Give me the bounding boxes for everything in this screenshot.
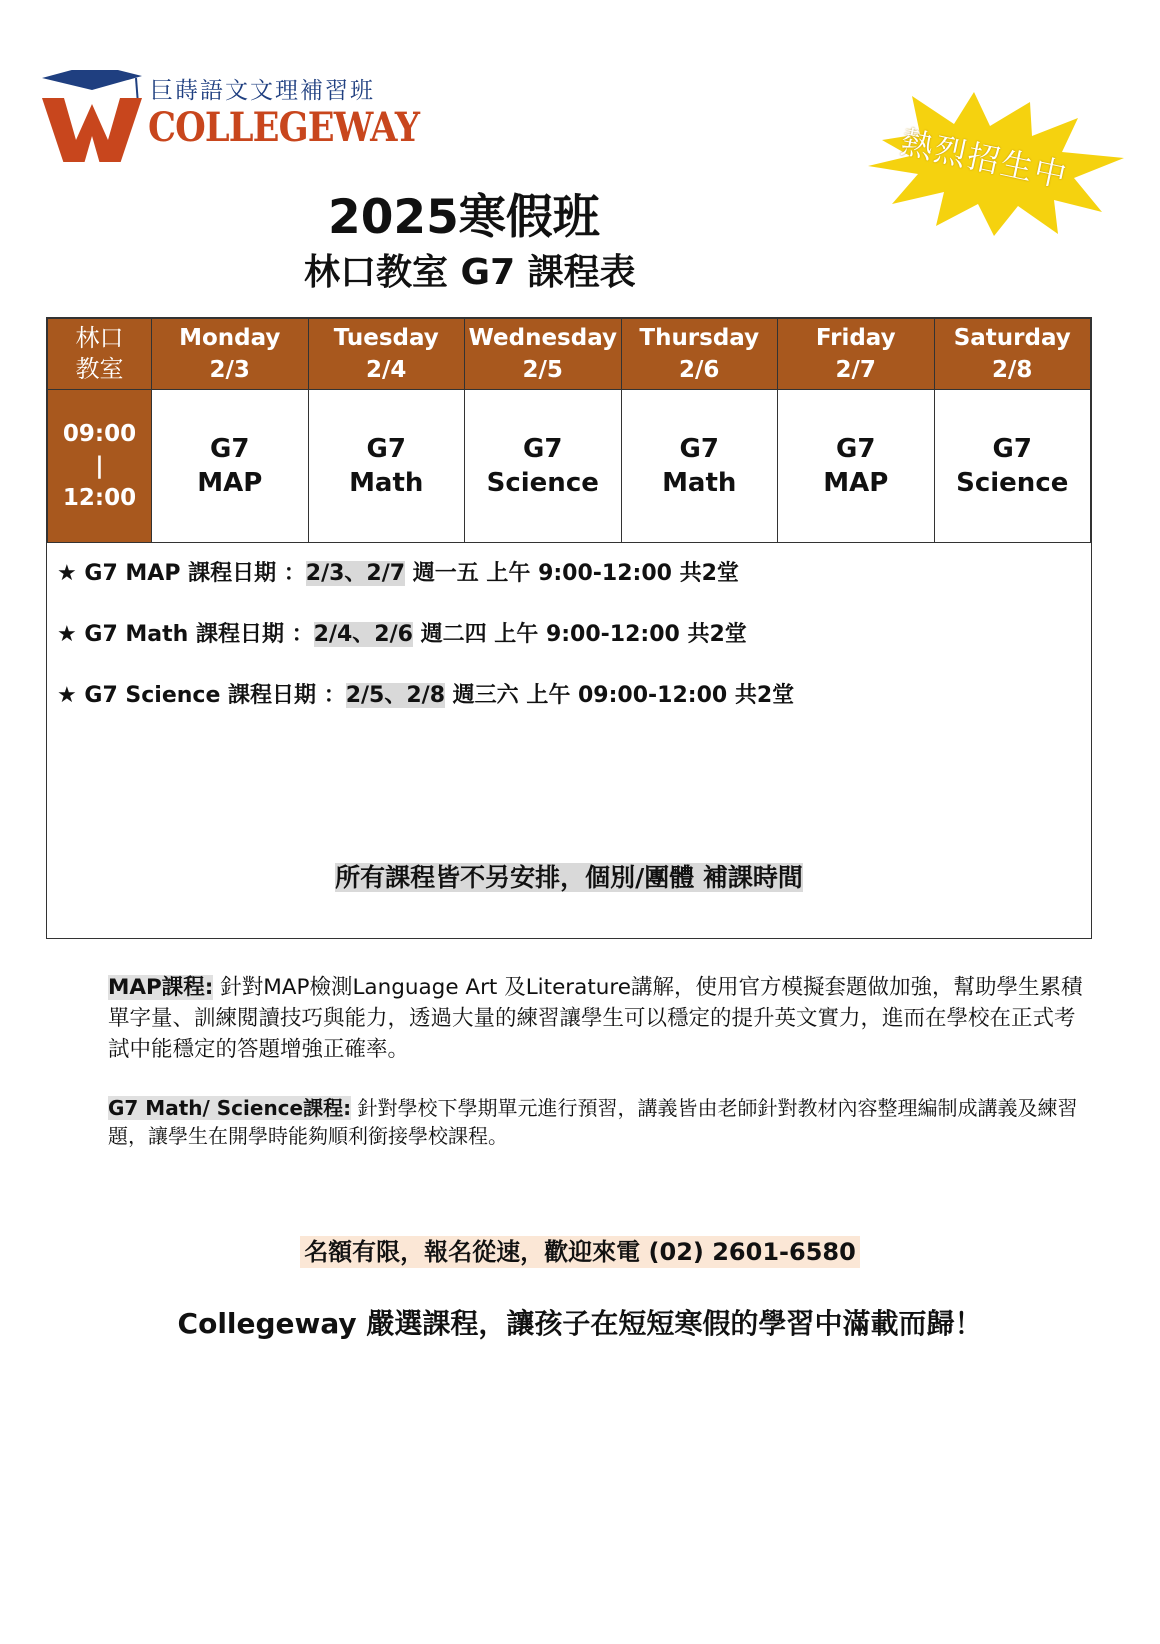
enrollment-badge-text: 熱烈招生中	[897, 122, 1072, 196]
day-date: 2/4	[366, 357, 407, 383]
class-subject: MAP	[197, 468, 263, 498]
course-date-note	[57, 678, 794, 739]
time-slot	[48, 390, 152, 543]
schedule-table	[47, 318, 1091, 543]
no-makeup-notice	[47, 858, 1091, 894]
cta-text: 名額有限，報名從速，歡迎來電 (02) 2601-6580	[300, 1236, 860, 1268]
room-label-text: 林口 教室	[75, 324, 124, 383]
schedule-header-row	[48, 319, 1091, 390]
class-grade: G7	[210, 434, 250, 464]
note-prefix: ★ G7 MAP 課程日期 ：	[57, 561, 306, 586]
day-date: 2/8	[992, 357, 1033, 383]
time-separator: |	[95, 453, 104, 479]
day-header	[308, 319, 465, 390]
day-date: 2/3	[209, 357, 250, 383]
course-date-note	[57, 617, 794, 678]
class-subject: Math	[662, 468, 737, 498]
day-date: 2/7	[835, 357, 876, 383]
class-cell	[934, 390, 1091, 543]
description-text: 針對學校下學期單元進行預習，講義皆由老師針對教材內容整理編制成講義及練習題，讓學生在開學時能夠順利銜接學校課程。	[108, 1096, 1078, 1148]
map-course-description	[108, 972, 1088, 1065]
logo-chinese-name: 巨蒔語文文理補習班	[150, 78, 375, 104]
class-grade: G7	[679, 434, 719, 464]
class-cell	[152, 390, 309, 543]
class-grade: G7	[523, 434, 563, 464]
description-text: 針對MAP檢測Language Art 及Literature講解，使用官方模擬套題做加強，幫助學生累積單字量、訓練閱讀技巧與能力，透過大量的練習讓學生可以穩定的提升英文實力，進而在學校在正式考試中能穩定的答題增強正確率。	[108, 975, 1083, 1062]
logo-english-name: COLLEGEWAY	[148, 104, 420, 151]
slogan: Collegeway 嚴選課程，讓孩子在短短寒假的學習中滿載而歸！	[177, 1307, 983, 1340]
class-subject: MAP	[823, 468, 889, 498]
logo-w-mark-icon	[40, 70, 150, 162]
day-header	[152, 319, 309, 390]
class-grade: G7	[836, 434, 876, 464]
class-grade: G7	[992, 434, 1032, 464]
class-subject: Math	[349, 468, 424, 498]
description-label: MAP課程:	[108, 975, 214, 1000]
course-date-notes	[57, 556, 794, 739]
day-name: Friday	[815, 325, 896, 351]
note-dates: 2/5、2/8	[345, 683, 446, 708]
note-suffix: 週一五 上午 9:00-12:00 共2堂	[405, 561, 739, 586]
room-label	[48, 319, 152, 390]
day-date: 2/5	[522, 357, 563, 383]
description-label: G7 Math/ Science課程:	[108, 1096, 352, 1120]
day-name: Wednesday	[468, 325, 618, 351]
day-header	[621, 319, 778, 390]
course-date-note	[57, 556, 794, 617]
note-prefix: ★ G7 Math 課程日期 ：	[57, 622, 314, 647]
collegeway-logo	[40, 52, 420, 162]
note-suffix: 週二四 上午 9:00-12:00 共2堂	[412, 622, 747, 647]
no-makeup-notice-text: 所有課程皆不另安排，個別/團體 補課時間	[335, 863, 803, 892]
note-dates: 2/4、2/6	[313, 622, 413, 647]
class-cell	[465, 390, 622, 543]
time-start: 09:00	[62, 421, 137, 447]
math-science-course-description	[108, 1094, 1088, 1150]
class-subject: Science	[956, 468, 1069, 498]
note-prefix: ★ G7 Science 課程日期 ：	[57, 683, 346, 708]
day-name: Tuesday	[333, 325, 439, 351]
time-end: 12:00	[62, 485, 137, 511]
enrollment-call-to-action	[0, 1232, 1160, 1267]
day-header	[934, 319, 1091, 390]
day-header	[465, 319, 622, 390]
day-header	[778, 319, 935, 390]
class-subject: Science	[486, 468, 599, 498]
class-grade: G7	[366, 434, 406, 464]
page-title: 2025寒假班	[328, 190, 600, 245]
class-cell	[308, 390, 465, 543]
page-subtitle: 林口教室 G7 課程表	[304, 252, 636, 293]
class-cell	[778, 390, 935, 543]
schedule-box	[46, 317, 1092, 939]
schedule-class-row	[48, 390, 1091, 543]
day-name: Saturday	[953, 325, 1071, 351]
class-cell	[621, 390, 778, 543]
note-suffix: 週三六 上午 09:00-12:00 共2堂	[445, 683, 795, 708]
day-name: Monday	[179, 325, 281, 351]
day-date: 2/6	[679, 357, 720, 383]
day-name: Thursday	[639, 325, 760, 351]
note-dates: 2/3、2/7	[305, 561, 406, 586]
